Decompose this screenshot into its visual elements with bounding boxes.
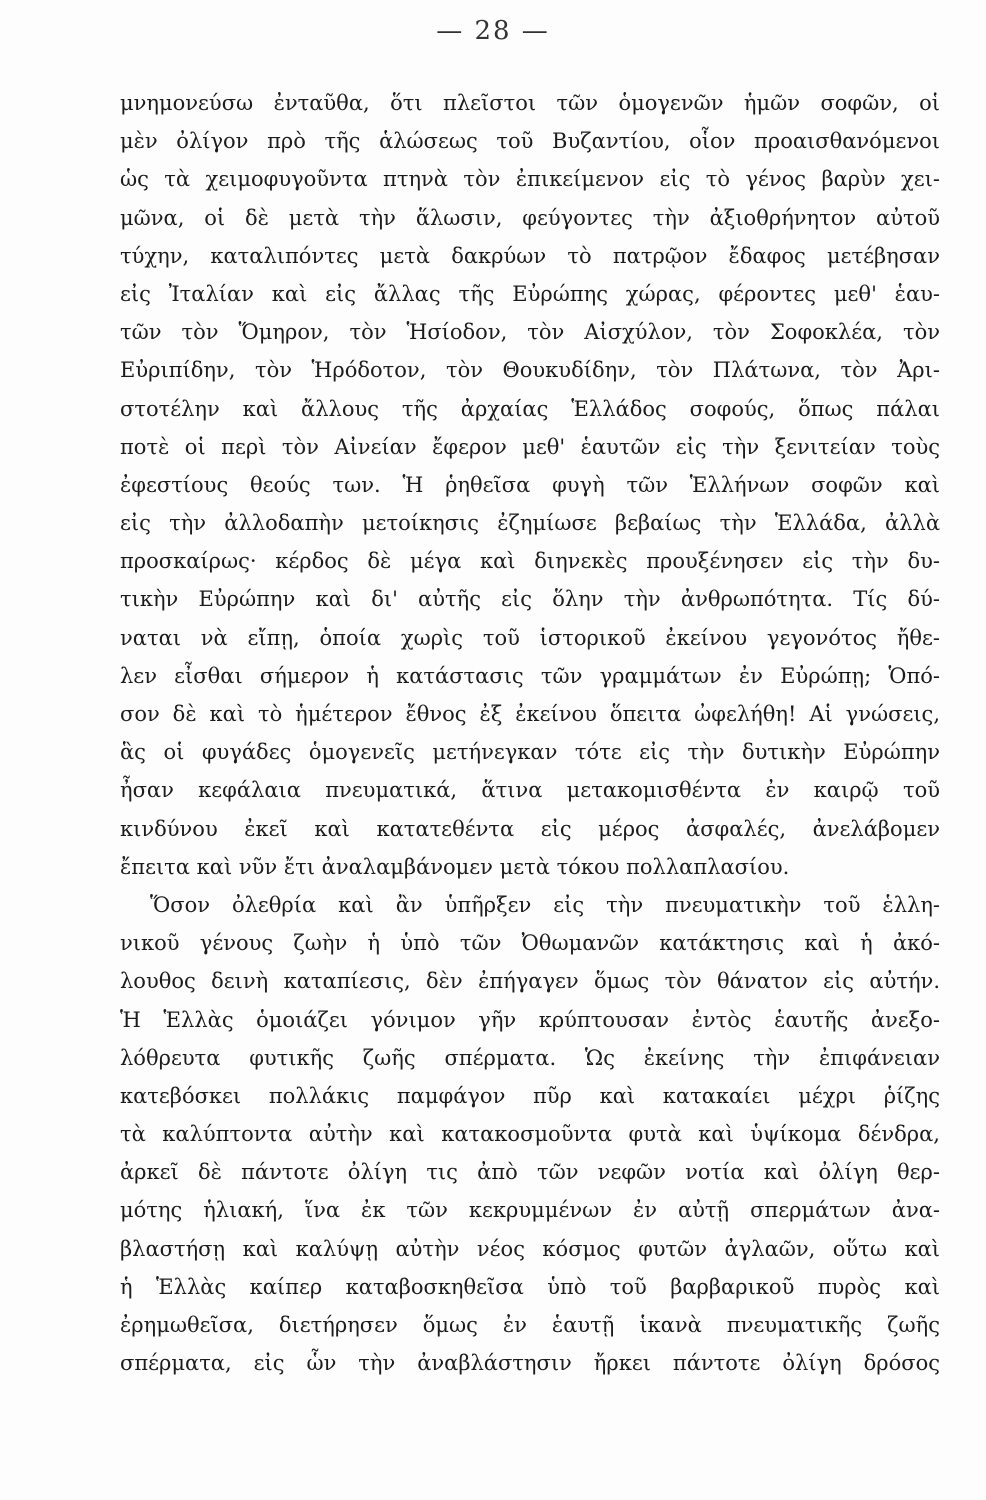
text-line: τῶν τὸν Ὅμηρον, τὸν Ἡσίοδον, τὸν Αἰσχύλον, τὸν Σοφοκλέα, τὸν xyxy=(120,320,940,345)
text-line: λεν εἶσθαι σήμερον ἡ κατάστασις τῶν γραμμάτων ἐν Εὐρώπῃ; Ὁπό- xyxy=(120,663,940,688)
text-line: ναται νὰ εἴπῃ, ὁποία χωρὶς τοῦ ἱστορικοῦ ἐκείνου γεγονότος ἤθε- xyxy=(120,625,940,650)
text-line: τικὴν Εὐρώπην καὶ δι' αὐτῆς εἰς ὅλην τὴν ἀνθρωπότητα. Τίς δύ- xyxy=(120,587,940,612)
text-line: βλαστήσῃ καὶ καλύψῃ αὐτὴν νέος κόσμος φυτῶν ἀγλαῶν, οὕτω καὶ xyxy=(120,1236,940,1261)
text-line: κινδύνου ἐκεῖ καὶ κατατεθέντα εἰς μέρος ἀσφαλές, ἀνελάβομεν xyxy=(120,816,940,841)
text-line: μνημονεύσω ἐνταῦθα, ὅτι πλεῖστοι τῶν ὁμογενῶν ἡμῶν σοφῶν, οἱ xyxy=(120,91,940,115)
text-line: ἡ Ἑλλὰς καίπερ καταβοσκηθεῖσα ὑπὸ τοῦ βαρβαρικοῦ πυρὸς καὶ xyxy=(120,1274,940,1299)
text-line: Εὐριπίδην, τὸν Ἡρόδοτον, τὸν Θουκυδίδην, τὸν Πλάτωνα, τὸν Ἀρι- xyxy=(120,358,940,383)
text-line: στοτέλην καὶ ἄλλους τῆς ἀρχαίας Ἑλλάδος σοφούς, ὅπως πάλαι xyxy=(120,396,940,421)
text-line: τὰ καλύπτοντα αὐτὴν καὶ κατακοσμοῦντα φυτὰ καὶ ὑψίκομα δένδρα, xyxy=(120,1122,940,1147)
text-line: ἐφεστίους θεούς των. Ἡ ῥηθεῖσα φυγὴ τῶν Ἑλλήνων σοφῶν καὶ xyxy=(120,472,940,497)
body-text xyxy=(120,84,940,1382)
text-line: ποτὲ οἱ περὶ τὸν Αἰνείαν ἔφερον μεθ' ἑαυτῶν εἰς τὴν ξενιτείαν τοὺς xyxy=(120,434,940,459)
text-line: μότης ἡλιακή, ἵνα ἐκ τῶν κεκρυμμένων ἐν αὐτῇ σπερμάτων ἀνα- xyxy=(120,1198,940,1223)
text-line: μῶνα, οἱ δὲ μετὰ τὴν ἅλωσιν, φεύγοντες τὴν ἀξιοθρήνητον αὐτοῦ xyxy=(120,205,940,230)
text-line: ἦσαν κεφάλαια πνευματικά, ἅτινα μετακομισθέντα ἐν καιρῷ τοῦ xyxy=(120,778,940,803)
text-line: ἃς οἱ φυγάδες ὁμογενεῖς μετήνεγκαν τότε εἰς τὴν δυτικὴν Εὐρώπην xyxy=(120,740,940,765)
text-line: σπέρματα, εἰς ὧν τὴν ἀναβλάστησιν ἤρκει πάντοτε ὀλίγη δρόσος xyxy=(120,1351,940,1376)
page-number: — 28 — xyxy=(436,16,550,46)
text-line: ἔπειτα καὶ νῦν ἔτι ἀναλαμβάνομεν μετὰ τόκου πολλαπλασίου. xyxy=(120,854,790,879)
text-line: λόθρευτα φυτικῆς ζωῆς σπέρματα. Ὡς ἐκείνης τὴν ἐπιφάνειαν xyxy=(120,1045,940,1070)
text-line: κατεβόσκει πολλάκις παμφάγον πῦρ καὶ κατακαίει μέχρι ῥίζης xyxy=(120,1083,940,1108)
text-line: Ὅσον ὀλεθρία καὶ ἂν ὑπῆρξεν εἰς τὴν πνευματικὴν τοῦ ἑλλη- xyxy=(150,892,940,917)
text-line: ὡς τὰ χειμοφυγοῦντα πτηνὰ τὸν ἐπικείμενον εἰς τὸ γένος βαρὺν χει- xyxy=(120,167,940,192)
text-line: λουθος δεινὴ καταπίεσις, δὲν ἐπήγαγεν ὅμως τὸν θάνατον εἰς αὐτήν. xyxy=(120,969,940,994)
text-line: νικοῦ γένους ζωὴν ἡ ὑπὸ τῶν Ὀθωμανῶν κατάκτησις καὶ ἡ ἀκό- xyxy=(120,931,940,956)
text-line: τύχην, καταλιπόντες μετὰ δακρύων τὸ πατρῷον ἔδαφος μετέβησαν xyxy=(120,243,940,268)
text-line: προσκαίρως· κέρδος δὲ μέγα καὶ διηνεκὲς προυξένησεν εἰς τὴν δυ- xyxy=(120,549,940,574)
text-line: Ἡ Ἑλλὰς ὁμοιάζει γόνιμον γῆν κρύπτουσαν ἐντὸς ἑαυτῆς ἀνεξο- xyxy=(120,1007,940,1032)
text-line: ἐρημωθεῖσα, διετήρησεν ὅμως ἐν ἑαυτῇ ἱκανὰ πνευματικῆς ζωῆς xyxy=(120,1313,940,1337)
text-line: σον δὲ καὶ τὸ ἡμέτερον ἔθνος ἐξ ἐκείνου ὅπειτα ὠφελήθη! Αἱ γνώσεις, xyxy=(120,702,940,726)
text-line: εἰς τὴν ἀλλοδαπὴν μετοίκησις ἐζημίωσε βεβαίως τὴν Ἑλλάδα, ἀλλὰ xyxy=(120,511,940,536)
text-line: εἰς Ἰταλίαν καὶ εἰς ἄλλας τῆς Εὐρώπης χώρας, φέροντες μεθ' ἑαυ- xyxy=(120,281,940,306)
text-line: ἀρκεῖ δὲ πάντοτε ὀλίγη τις ἀπὸ τῶν νεφῶν νοτία καὶ ὀλίγη θερ- xyxy=(120,1160,940,1185)
text-line: μὲν ὀλίγον πρὸ τῆς ἁλώσεως τοῦ Βυζαντίου, οἷον προαισθανόμενοι xyxy=(120,129,940,154)
